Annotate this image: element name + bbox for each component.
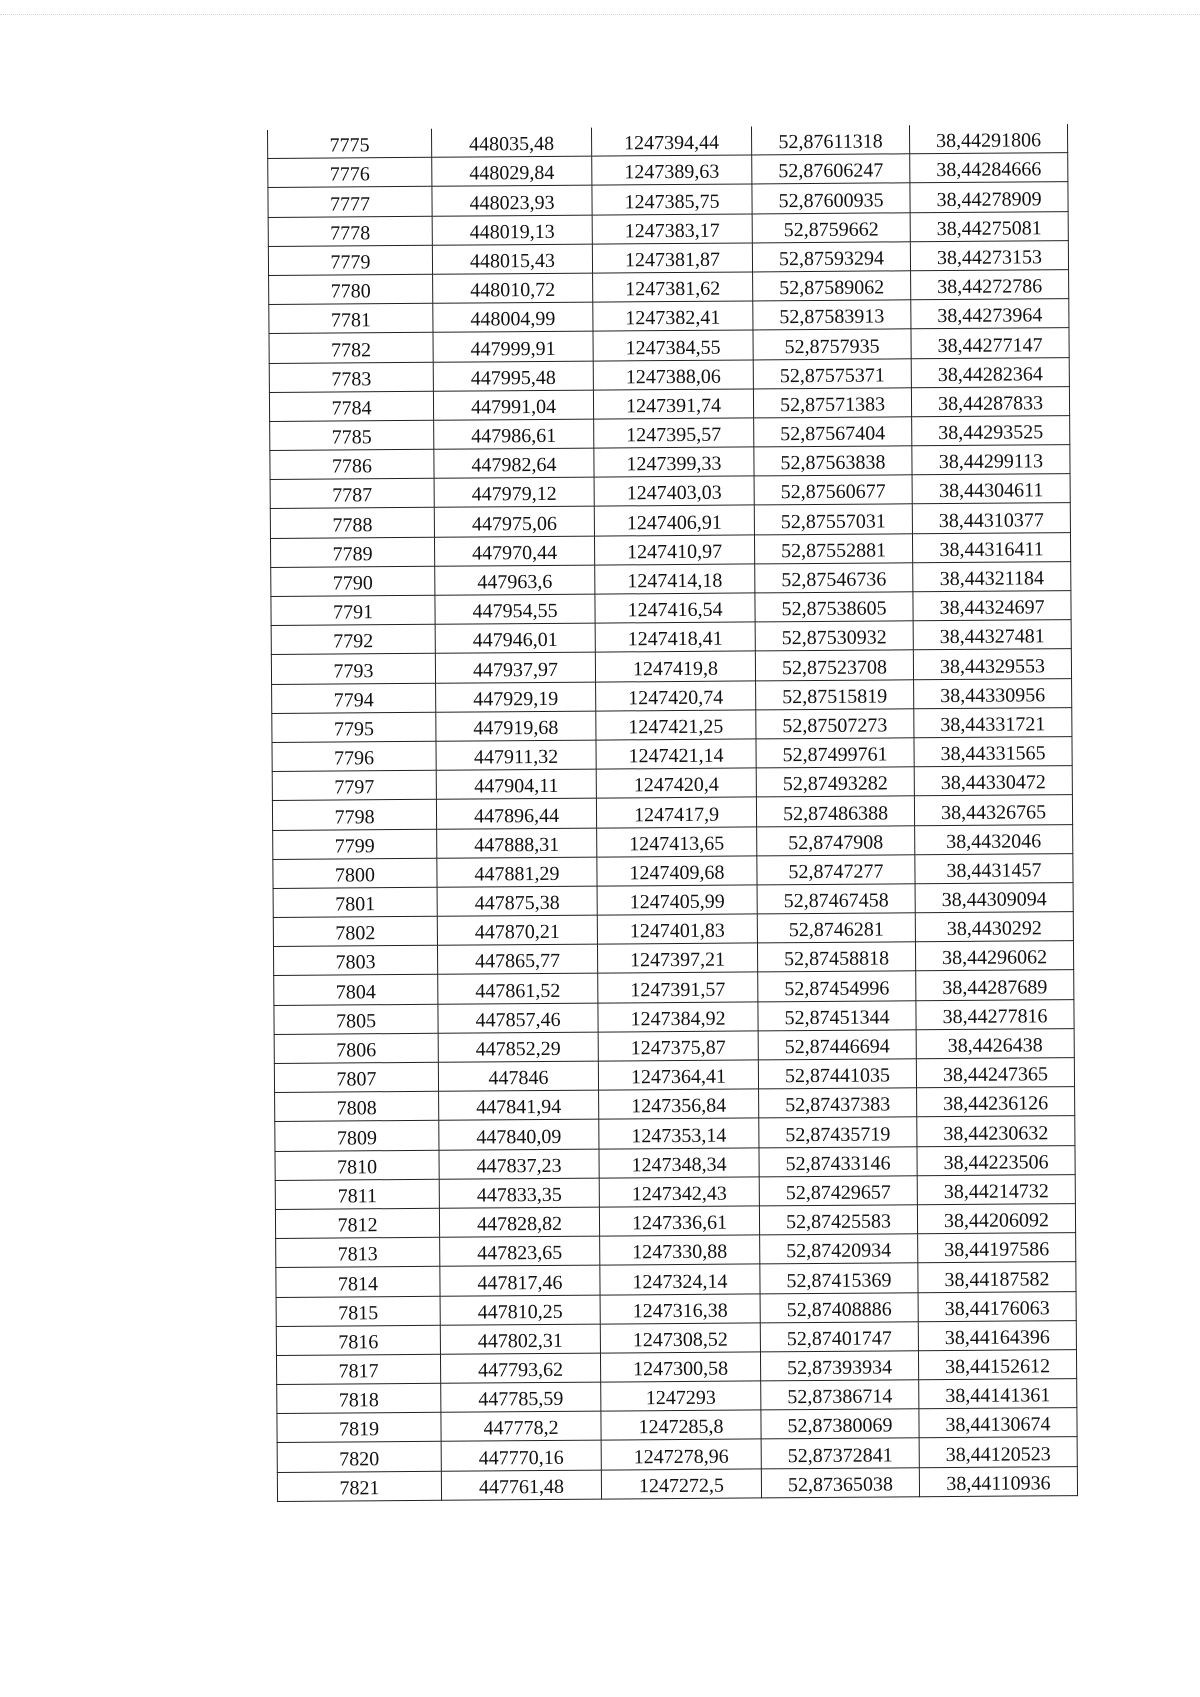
point-number-cell: 7811 <box>275 1179 439 1209</box>
x-coordinate-cell: 447911,32 <box>436 740 596 770</box>
longitude-cell: 38,44273964 <box>911 299 1069 329</box>
y-coordinate-cell: 1247383,17 <box>592 214 752 244</box>
y-coordinate-cell: 1247419,8 <box>595 651 755 681</box>
point-number-cell: 7816 <box>276 1325 440 1355</box>
point-number-cell: 7777 <box>268 187 432 217</box>
x-coordinate-cell: 447875,38 <box>437 886 597 916</box>
point-number-cell: 7799 <box>273 829 437 859</box>
x-coordinate-cell: 447846 <box>438 1061 598 1091</box>
y-coordinate-cell: 1247353,14 <box>599 1118 759 1148</box>
point-number-cell: 7788 <box>270 508 434 538</box>
y-coordinate-cell: 1247364,41 <box>598 1060 758 1090</box>
x-coordinate-cell: 447896,44 <box>436 798 596 828</box>
point-number-cell: 7810 <box>275 1150 439 1180</box>
longitude-cell: 38,44236126 <box>917 1087 1075 1117</box>
latitude-cell: 52,87546736 <box>755 563 913 593</box>
x-coordinate-cell: 447785,59 <box>441 1382 601 1412</box>
longitude-cell: 38,44110936 <box>919 1466 1077 1496</box>
y-coordinate-cell: 1247401,83 <box>597 914 757 944</box>
y-coordinate-cell: 1247342,43 <box>599 1177 759 1207</box>
point-number-cell: 7783 <box>269 362 433 392</box>
latitude-cell: 52,87386714 <box>761 1380 919 1410</box>
coordinates-table-body <box>268 124 1078 1501</box>
x-coordinate-cell: 447963,6 <box>435 565 595 595</box>
longitude-cell: 38,44230632 <box>917 1116 1075 1146</box>
latitude-cell: 52,87380069 <box>761 1409 919 1439</box>
latitude-cell: 52,87408886 <box>760 1292 918 1322</box>
latitude-cell: 52,87365038 <box>761 1467 919 1497</box>
point-number-cell: 7792 <box>271 624 435 654</box>
y-coordinate-cell: 1247285,8 <box>601 1410 761 1440</box>
y-coordinate-cell: 1247381,87 <box>592 243 752 273</box>
latitude-cell: 52,87446694 <box>758 1030 916 1060</box>
latitude-cell: 52,8757935 <box>753 329 911 359</box>
longitude-cell: 38,44293525 <box>912 415 1070 445</box>
latitude-cell: 52,87507273 <box>756 709 914 739</box>
y-coordinate-cell: 1247384,92 <box>598 1002 758 1032</box>
latitude-cell: 52,87451344 <box>758 1000 916 1030</box>
latitude-cell: 52,87589062 <box>753 271 911 301</box>
x-coordinate-cell: 447823,65 <box>440 1236 600 1266</box>
point-number-cell: 7805 <box>274 1004 438 1034</box>
point-number-cell: 7820 <box>277 1442 441 1472</box>
x-coordinate-cell: 448029,84 <box>432 156 592 186</box>
latitude-cell: 52,87567404 <box>754 417 912 447</box>
x-coordinate-cell: 447904,11 <box>436 769 596 799</box>
x-coordinate-cell: 447841,94 <box>439 1090 599 1120</box>
y-coordinate-cell: 1247308,52 <box>600 1323 760 1353</box>
y-coordinate-cell: 1247356,84 <box>599 1089 759 1119</box>
longitude-cell: 38,44291806 <box>909 124 1067 154</box>
longitude-cell: 38,44278909 <box>910 182 1068 212</box>
latitude-cell: 52,87467458 <box>757 884 915 914</box>
point-number-cell: 7809 <box>275 1121 439 1151</box>
latitude-cell: 52,87538605 <box>755 592 913 622</box>
point-number-cell: 7819 <box>277 1413 441 1443</box>
coordinates-sheet <box>267 124 1077 1502</box>
latitude-cell: 52,87415369 <box>760 1263 918 1293</box>
point-number-cell: 7781 <box>269 303 433 333</box>
x-coordinate-cell: 447946,01 <box>435 623 595 653</box>
point-number-cell: 7802 <box>273 916 437 946</box>
point-number-cell: 7808 <box>275 1091 439 1121</box>
longitude-cell: 38,4430292 <box>915 912 1073 942</box>
x-coordinate-cell: 447929,19 <box>436 682 596 712</box>
longitude-cell: 38,44141361 <box>919 1379 1077 1409</box>
longitude-cell: 38,44304611 <box>912 474 1070 504</box>
latitude-cell: 52,87583913 <box>753 300 911 330</box>
y-coordinate-cell: 1247397,21 <box>597 943 757 973</box>
x-coordinate-cell: 447833,35 <box>439 1178 599 1208</box>
latitude-cell: 52,87493282 <box>756 767 914 797</box>
point-number-cell: 7795 <box>272 712 436 742</box>
longitude-cell: 38,44277147 <box>911 328 1069 358</box>
point-number-cell: 7804 <box>274 975 438 1005</box>
longitude-cell: 38,44187582 <box>918 1262 1076 1292</box>
latitude-cell: 52,87530932 <box>755 621 913 651</box>
latitude-cell: 52,87575371 <box>753 358 911 388</box>
latitude-cell: 52,87523708 <box>755 650 913 680</box>
longitude-cell: 38,44330472 <box>914 766 1072 796</box>
y-coordinate-cell: 1247388,06 <box>593 359 753 389</box>
point-number-cell: 7812 <box>275 1208 439 1238</box>
y-coordinate-cell: 1247414,18 <box>595 564 755 594</box>
y-coordinate-cell: 1247417,9 <box>596 797 756 827</box>
y-coordinate-cell: 1247420,4 <box>596 768 756 798</box>
x-coordinate-cell: 447870,21 <box>437 915 597 945</box>
x-coordinate-cell: 447954,55 <box>435 594 595 624</box>
x-coordinate-cell: 448010,72 <box>433 273 593 303</box>
longitude-cell: 38,44299113 <box>912 445 1070 475</box>
x-coordinate-cell: 447995,48 <box>433 361 593 391</box>
x-coordinate-cell: 447778,2 <box>441 1411 601 1441</box>
longitude-cell: 38,44282364 <box>911 357 1069 387</box>
y-coordinate-cell: 1247324,14 <box>600 1264 760 1294</box>
longitude-cell: 38,44327481 <box>913 620 1071 650</box>
longitude-cell: 38,44316411 <box>912 532 1070 562</box>
y-coordinate-cell: 1247405,99 <box>597 885 757 915</box>
longitude-cell: 38,44223506 <box>917 1145 1075 1175</box>
latitude-cell: 52,87420934 <box>760 1234 918 1264</box>
point-number-cell: 7800 <box>273 858 437 888</box>
x-coordinate-cell: 447881,29 <box>437 857 597 887</box>
y-coordinate-cell: 1247399,33 <box>594 447 754 477</box>
x-coordinate-cell: 447975,06 <box>434 507 594 537</box>
longitude-cell: 38,44321184 <box>913 561 1071 591</box>
y-coordinate-cell: 1247330,88 <box>600 1235 760 1265</box>
longitude-cell: 38,44206092 <box>917 1204 1075 1234</box>
x-coordinate-cell: 447761,48 <box>441 1470 601 1500</box>
latitude-cell: 52,8746281 <box>757 913 915 943</box>
y-coordinate-cell: 1247348,34 <box>599 1147 759 1177</box>
latitude-cell: 52,87429657 <box>759 1176 917 1206</box>
point-number-cell: 7798 <box>272 800 436 830</box>
longitude-cell: 38,44310377 <box>912 503 1070 533</box>
y-coordinate-cell: 1247316,38 <box>600 1293 760 1323</box>
latitude-cell: 52,87372841 <box>761 1438 919 1468</box>
latitude-cell: 52,87611318 <box>751 125 909 155</box>
longitude-cell: 38,44275081 <box>910 211 1068 241</box>
latitude-cell: 52,87437383 <box>759 1088 917 1118</box>
latitude-cell: 52,87593294 <box>752 242 910 272</box>
x-coordinate-cell: 448035,48 <box>431 128 591 158</box>
y-coordinate-cell: 1247382,41 <box>593 301 753 331</box>
point-number-cell: 7815 <box>276 1296 440 1326</box>
y-coordinate-cell: 1247391,74 <box>593 389 753 419</box>
longitude-cell: 38,44309094 <box>915 882 1073 912</box>
y-coordinate-cell: 1247293 <box>601 1381 761 1411</box>
point-number-cell: 7790 <box>271 566 435 596</box>
x-coordinate-cell: 447982,64 <box>434 448 594 478</box>
y-coordinate-cell: 1247410,97 <box>594 535 754 565</box>
latitude-cell: 52,8747277 <box>757 854 915 884</box>
point-number-cell: 7821 <box>277 1471 441 1501</box>
x-coordinate-cell: 447840,09 <box>439 1119 599 1149</box>
y-coordinate-cell: 1247406,91 <box>594 505 754 535</box>
x-coordinate-cell: 447802,31 <box>440 1324 600 1354</box>
point-number-cell: 7796 <box>272 741 436 771</box>
scan-edge-line <box>0 14 1200 15</box>
y-coordinate-cell: 1247384,55 <box>593 330 753 360</box>
x-coordinate-cell: 447919,68 <box>436 711 596 741</box>
x-coordinate-cell: 447999,91 <box>433 331 593 361</box>
point-number-cell: 7776 <box>268 157 432 187</box>
x-coordinate-cell: 447979,12 <box>434 477 594 507</box>
y-coordinate-cell: 1247416,54 <box>595 593 755 623</box>
point-number-cell: 7778 <box>268 216 432 246</box>
longitude-cell: 38,44277816 <box>916 999 1074 1029</box>
latitude-cell: 52,87401747 <box>760 1321 918 1351</box>
y-coordinate-cell: 1247403,03 <box>594 476 754 506</box>
point-number-cell: 7785 <box>270 420 434 450</box>
y-coordinate-cell: 1247418,41 <box>595 622 755 652</box>
point-number-cell: 7818 <box>277 1383 441 1413</box>
point-number-cell: 7782 <box>269 333 433 363</box>
longitude-cell: 38,44164396 <box>918 1320 1076 1350</box>
y-coordinate-cell: 1247421,14 <box>596 739 756 769</box>
point-number-cell: 7791 <box>271 595 435 625</box>
y-coordinate-cell: 1247413,65 <box>597 826 757 856</box>
y-coordinate-cell: 1247336,61 <box>599 1206 759 1236</box>
latitude-cell: 52,87515819 <box>756 679 914 709</box>
point-number-cell: 7786 <box>270 449 434 479</box>
longitude-cell: 38,44176063 <box>918 1291 1076 1321</box>
longitude-cell: 38,44329553 <box>913 649 1071 679</box>
y-coordinate-cell: 1247272,5 <box>601 1469 761 1499</box>
y-coordinate-cell: 1247421,25 <box>596 710 756 740</box>
longitude-cell: 38,4426438 <box>916 1028 1074 1058</box>
latitude-cell: 52,87458818 <box>757 942 915 972</box>
x-coordinate-cell: 447970,44 <box>434 536 594 566</box>
y-coordinate-cell: 1247395,57 <box>594 418 754 448</box>
y-coordinate-cell: 1247385,75 <box>592 184 752 214</box>
latitude-cell: 52,87571383 <box>753 387 911 417</box>
latitude-cell: 52,8759662 <box>752 212 910 242</box>
longitude-cell: 38,44326765 <box>914 795 1072 825</box>
longitude-cell: 38,44330956 <box>914 678 1072 708</box>
latitude-cell: 52,87600935 <box>752 183 910 213</box>
x-coordinate-cell: 447810,25 <box>440 1295 600 1325</box>
point-number-cell: 7780 <box>269 274 433 304</box>
point-number-cell: 7814 <box>276 1267 440 1297</box>
x-coordinate-cell: 447986,61 <box>434 419 594 449</box>
point-number-cell: 7793 <box>271 654 435 684</box>
longitude-cell: 38,44197586 <box>918 1233 1076 1263</box>
point-number-cell: 7775 <box>268 129 432 159</box>
longitude-cell: 38,44284666 <box>910 153 1068 183</box>
x-coordinate-cell: 447828,82 <box>439 1207 599 1237</box>
x-coordinate-cell: 447793,62 <box>440 1353 600 1383</box>
latitude-cell: 52,87606247 <box>752 154 910 184</box>
point-number-cell: 7784 <box>269 391 433 421</box>
x-coordinate-cell: 447888,31 <box>437 828 597 858</box>
table-row <box>277 1466 1077 1501</box>
latitude-cell: 52,87552881 <box>754 533 912 563</box>
longitude-cell: 38,44120523 <box>919 1437 1077 1467</box>
y-coordinate-cell: 1247394,44 <box>591 126 751 156</box>
longitude-cell: 38,4432046 <box>915 824 1073 854</box>
y-coordinate-cell: 1247389,63 <box>592 155 752 185</box>
point-number-cell: 7789 <box>270 537 434 567</box>
longitude-cell: 38,44130674 <box>919 1408 1077 1438</box>
point-number-cell: 7803 <box>273 946 437 976</box>
x-coordinate-cell: 448023,93 <box>432 185 592 215</box>
longitude-cell: 38,44296062 <box>915 941 1073 971</box>
x-coordinate-cell: 447852,29 <box>438 1032 598 1062</box>
longitude-cell: 38,44152612 <box>918 1349 1076 1379</box>
latitude-cell: 52,87454996 <box>758 971 916 1001</box>
x-coordinate-cell: 447865,77 <box>437 944 597 974</box>
x-coordinate-cell: 447991,04 <box>433 390 593 420</box>
x-coordinate-cell: 447861,52 <box>438 974 598 1004</box>
latitude-cell: 52,87499761 <box>756 738 914 768</box>
longitude-cell: 38,44331565 <box>914 737 1072 767</box>
longitude-cell: 38,44273153 <box>910 240 1068 270</box>
y-coordinate-cell: 1247409,68 <box>597 856 757 886</box>
y-coordinate-cell: 1247375,87 <box>598 1031 758 1061</box>
longitude-cell: 38,4431457 <box>915 853 1073 883</box>
latitude-cell: 52,87557031 <box>754 504 912 534</box>
point-number-cell: 7817 <box>276 1354 440 1384</box>
y-coordinate-cell: 1247300,58 <box>600 1352 760 1382</box>
x-coordinate-cell: 447837,23 <box>439 1149 599 1179</box>
latitude-cell: 52,87563838 <box>754 446 912 476</box>
longitude-cell: 38,44331721 <box>914 707 1072 737</box>
y-coordinate-cell: 1247381,62 <box>593 272 753 302</box>
point-number-cell: 7779 <box>268 245 432 275</box>
x-coordinate-cell: 447857,46 <box>438 1003 598 1033</box>
x-coordinate-cell: 447937,97 <box>435 652 595 682</box>
point-number-cell: 7801 <box>273 887 437 917</box>
y-coordinate-cell: 1247391,57 <box>598 972 758 1002</box>
latitude-cell: 52,87486388 <box>756 796 914 826</box>
latitude-cell: 52,87441035 <box>758 1059 916 1089</box>
longitude-cell: 38,44287833 <box>911 386 1069 416</box>
y-coordinate-cell: 1247420,74 <box>596 680 756 710</box>
longitude-cell: 38,44247365 <box>916 1058 1074 1088</box>
latitude-cell: 52,8747908 <box>757 825 915 855</box>
coordinates-table <box>267 124 1078 1502</box>
latitude-cell: 52,87425583 <box>759 1205 917 1235</box>
x-coordinate-cell: 448019,13 <box>432 215 592 245</box>
x-coordinate-cell: 447770,16 <box>441 1441 601 1471</box>
point-number-cell: 7794 <box>272 683 436 713</box>
longitude-cell: 38,44272786 <box>911 270 1069 300</box>
longitude-cell: 38,44214732 <box>917 1174 1075 1204</box>
y-coordinate-cell: 1247278,96 <box>601 1439 761 1469</box>
latitude-cell: 52,87433146 <box>759 1146 917 1176</box>
point-number-cell: 7813 <box>276 1237 440 1267</box>
x-coordinate-cell: 448015,43 <box>432 244 592 274</box>
latitude-cell: 52,87393934 <box>760 1351 918 1381</box>
latitude-cell: 52,87560677 <box>754 475 912 505</box>
point-number-cell: 7787 <box>270 479 434 509</box>
longitude-cell: 38,44287689 <box>916 970 1074 1000</box>
x-coordinate-cell: 447817,46 <box>440 1265 600 1295</box>
x-coordinate-cell: 448004,99 <box>433 302 593 332</box>
longitude-cell: 38,44324697 <box>913 591 1071 621</box>
point-number-cell: 7806 <box>274 1033 438 1063</box>
point-number-cell: 7807 <box>274 1062 438 1092</box>
point-number-cell: 7797 <box>272 770 436 800</box>
latitude-cell: 52,87435719 <box>759 1117 917 1147</box>
